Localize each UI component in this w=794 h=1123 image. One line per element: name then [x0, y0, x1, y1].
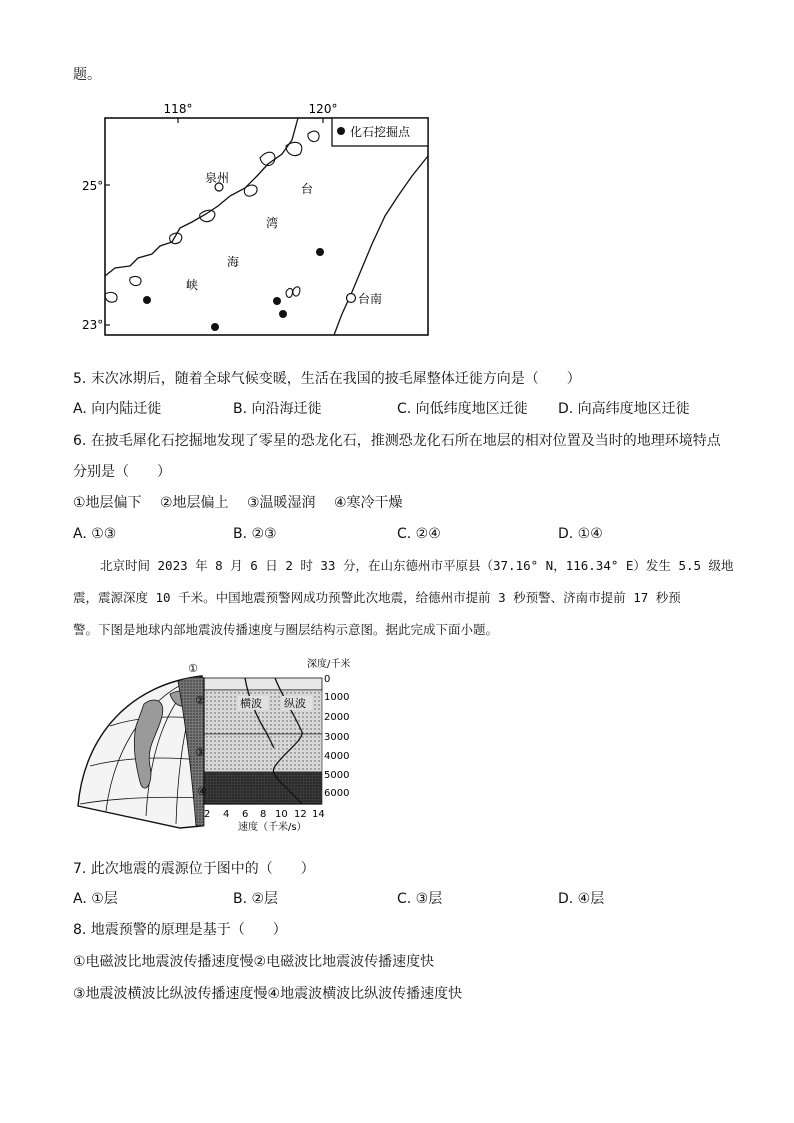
inner-core-layer	[204, 772, 322, 804]
strait-char-2: 湾	[266, 216, 279, 230]
legend-dot	[337, 127, 345, 135]
q5-stem: 5. 末次冰期后，随着全球气候变暖，生活在我国的披毛犀整体迁徙方向是（ ）	[73, 371, 581, 387]
earth-interior-diagram	[70, 656, 370, 834]
depth-tick: 0	[324, 674, 331, 685]
speed-tick: 4	[223, 809, 230, 820]
passage-line-1: 北京时间 2023 年 8 月 6 日 2 时 33 分，在山东德州市平原县（37.16° N，116.34° E）发生 5.5 级地	[100, 558, 734, 573]
speed-tick: 14	[312, 809, 325, 820]
depth-tick: 3000	[324, 732, 350, 743]
taiwan-coastline	[334, 156, 428, 335]
depth-tick: 1000	[324, 692, 350, 703]
depth-tick: 2000	[324, 712, 350, 723]
lon-118-label: 118°	[163, 102, 193, 116]
passage-line-2: 震，震源深度 10 千米。中国地震预警网成功预警此次地震，给德州市提前 3 秒预警、济南市提前 17 秒预	[73, 590, 681, 605]
speed-axis-title: 速度（千米/s）	[238, 822, 307, 833]
layer-mark-4: ④	[197, 785, 207, 798]
q7-stem: 7. 此次地震的震源位于图中的（ ）	[73, 861, 315, 877]
layer-mark-1: ①	[188, 662, 198, 675]
fossil-site	[316, 248, 324, 256]
tainan-marker	[347, 294, 356, 303]
penghu-islands	[286, 287, 300, 298]
lon-120-label: 120°	[308, 102, 338, 116]
q6-option-d[interactable]: D. ①④	[558, 526, 603, 542]
q6-option-a[interactable]: A. ①③	[73, 526, 117, 542]
depth-tick: 4000	[324, 751, 350, 762]
q5-option-b[interactable]: B. 向沿海迁徙	[233, 401, 322, 417]
p-wave-label: 纵波	[284, 697, 306, 710]
strait-char-3: 海	[227, 255, 240, 269]
crust-layer	[204, 678, 322, 690]
q6-option-b[interactable]: B. ②③	[233, 526, 277, 542]
speed-tick: 10	[275, 809, 288, 820]
q7-option-c[interactable]: C. ③层	[397, 891, 443, 907]
speed-tick: 6	[242, 809, 249, 820]
fossil-site	[143, 296, 151, 304]
q8-statements-line2: ③地震波横波比纵波传播速度慢④地震波横波比纵波传播速度快	[73, 986, 463, 1002]
legend-label: 化石挖掘点	[350, 125, 411, 139]
depth-axis-title: 深度/千米	[307, 659, 351, 670]
q6-option-c[interactable]: C. ②④	[397, 526, 441, 542]
q7-option-b[interactable]: B. ②层	[233, 891, 279, 907]
q6-stem-line1: 6. 在披毛犀化石挖掘地发现了零星的恐龙化石，推测恐龙化石所在地层的相对位置及当时的地理环境特点	[73, 433, 721, 449]
lat-23-label: 23°	[82, 318, 104, 332]
q8-statements-line1: ①电磁波比地震波传播速度慢②电磁波比地震波传播速度快	[73, 954, 435, 970]
depth-tick: 5000	[324, 770, 350, 781]
q6-stem-line2: 分别是（ ）	[73, 464, 171, 480]
speed-tick: 12	[294, 809, 307, 820]
fossil-site	[273, 297, 281, 305]
q5-option-a[interactable]: A. 向内陆迁徙	[73, 401, 162, 417]
q8-stem: 8. 地震预警的原理是基于（ ）	[73, 922, 287, 938]
strait-char-4: 峡	[186, 278, 199, 292]
taiwan-strait-map	[60, 96, 450, 346]
tainan-label: 台南	[358, 292, 383, 306]
layer-mark-3: ③	[195, 746, 205, 759]
s-wave-label: 横波	[240, 697, 262, 710]
passage-line-3: 警。下图是地球内部地震波传播速度与圈层结构示意图。据此完成下面小题。	[73, 622, 499, 637]
speed-tick: 8	[260, 809, 267, 820]
q5-option-d[interactable]: D. 向高纬度地区迁徙	[558, 401, 690, 417]
q5-option-c[interactable]: C. 向低纬度地区迁徙	[397, 401, 528, 417]
quanzhou-label: 泉州	[205, 171, 230, 185]
fujian-coastline	[105, 118, 298, 276]
depth-tick: 6000	[324, 788, 350, 799]
outer-core-layer	[204, 734, 322, 772]
fossil-site	[279, 310, 287, 318]
fossil-site	[211, 323, 219, 331]
intro-tail: 题。	[73, 67, 101, 83]
lat-25-label: 25°	[82, 179, 104, 193]
q7-option-d[interactable]: D. ④层	[558, 891, 605, 907]
speed-tick: 2	[204, 809, 211, 820]
layer-mark-2: ②	[195, 694, 205, 707]
q6-statements: ①地层偏下 ②地层偏上 ③温暖湿润 ④寒冷干燥	[73, 495, 403, 511]
q7-option-a[interactable]: A. ①层	[73, 891, 118, 907]
strait-char-1: 台	[301, 182, 314, 196]
